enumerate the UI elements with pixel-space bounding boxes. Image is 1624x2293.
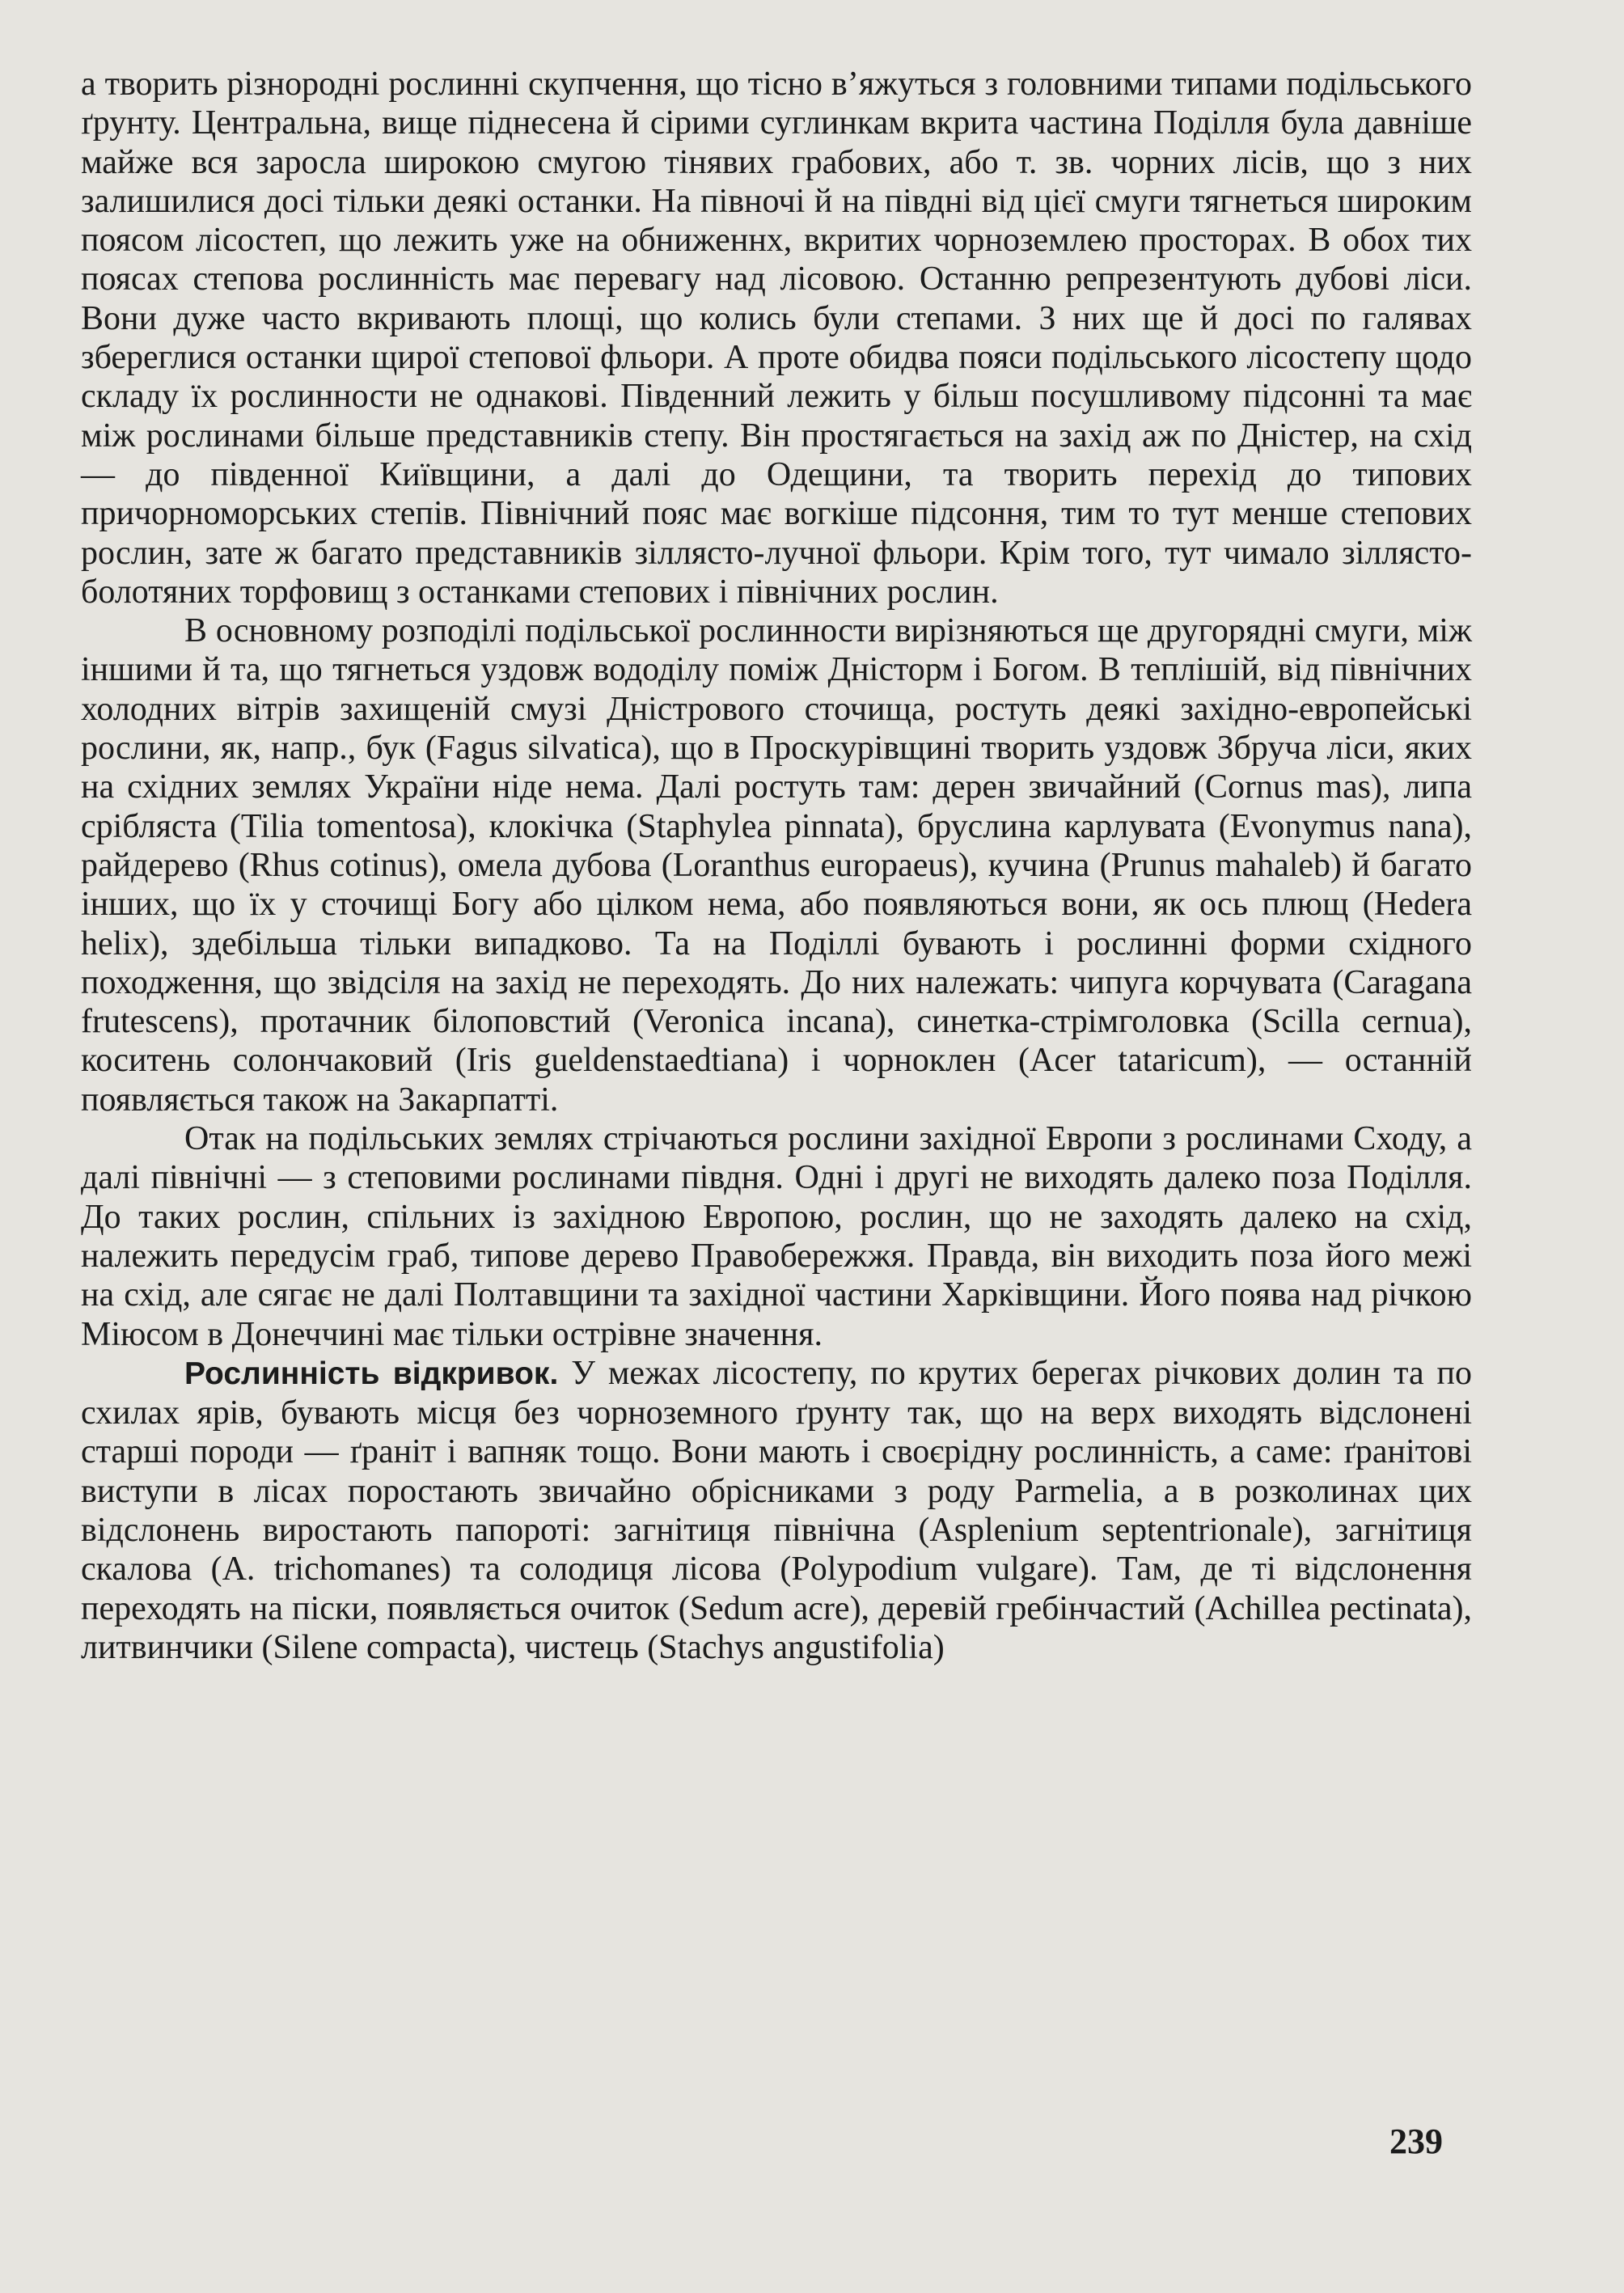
paragraph-4-text: У межах лісостепу, по крутих берегах річкових долин та по схилах ярів, бувають місця без чорноземного ґрунту так, що на верх виходять відслонені старші породи — ґраніт і вапняк тощо. Вони мають і своєрідну рослинність, а саме: ґранітові виступи в лісах поростають звичайно обрісниками з роду Parmelia, а в розколинах цих відслонень виростають папороті: загнітиця північна (Asplenium septentrionale), загнітиця скалова (A. trichomanes) та солодиця лісова (Polypodium vulgare). Там, де ті відслонення переходять на піски, появляється очиток (Sedum acre), деревій гребінчастий (Achillea pectinata), литвинчики (Silene compacta), чистець (Stachys angustifolia) — [81, 1354, 1472, 1666]
paragraph-1: а творить різнородні рослинні скупчення, що тісно в’яжуться з головними типами подільського ґрунту. Центральна, вище піднесена й сірими суглинкам вкрита частина Поділля була давніше майже вся заросла широкою смугою тінявих грабових, або т. зв. чорних лісів, що з них залишилися досі тільки деякі останки. На півночі й на півдні від цієї смуги тягнеться широким поясом лісостеп, що лежить уже на обниженнх, вкритих чорноземлею просторах. В обох тих поясах степова рослинність має перевагу над лісовою. Останню репрезентують дубові ліси. Вони дуже часто вкривають площі, що колись були степами. З них ще й досі по галявах збереглися останки щирої степової фльори. А проте обидва пояси подільського лісостепу щодо складу їх рослинности не однакові. Південний лежить у більш посушливому підсонні та має між рослинами більше представників степу. Він простягається на захід аж по Дністер, на схід — до південної Київщини, а далі до Одещини, та творить перехід до типових причорноморських степів. Північний пояс має вогкіше підсоння, тим то тут менше степових рослин, зате ж багато представників зіллясто-лучної фльори. Крім того, тут чимало зіллясто-болотяних торфовищ з останками степових і північних рослин. — [81, 66, 1472, 611]
paragraph-4 — [81, 1354, 1472, 1667]
page-number: 239 — [1389, 2122, 1443, 2161]
section-heading: Рослинність відкривок. — [184, 1356, 559, 1391]
page-body — [81, 65, 1472, 2249]
paragraph-3: Отак на подільських землях стрічаються рослини західної Европи з рослинами Сходу, а далі північні — з степовими рослинами півдня. Одні і другі не виходять далеко поза Поділля. До таких рослин, спільних із західною Европою, рослин, що не заходять далеко на схід, належить передусім граб, типове дерево Правобережжя. Правда, він виходить поза його межі на схід, але сягає не далі Полтавщини та західної частини Харківщини. Його поява над річкою Міюсом в Донеччині має тільки острівне значення. — [81, 1120, 1472, 1353]
paragraph-2: В основному розподілі подільської рослинности вирізняються ще другорядні смуги, між іншими й та, що тягнеться уздовж вододілу поміж Дністорм і Богом. В теплішій, від північних холодних вітрів захищеній смузі Дністрового сточища, ростуть деякі західно-европейські рослини, як, напр., бук (Fagus silvatica), що в Проскурівщині творить уздовж Збруча ліси, яких на східних землях України ніде нема. Далі ростуть там: дерен звичайний (Cornus mas), липа срібляста (Tilia tomentosa), клокічка (Staphylea pinnata), бруслина карлувата (Evonymus nana), райдерево (Rhus cotinus), омела дубова (Loranthus europaeus), кучина (Prunus mahaleb) й багато інших, що їх у сточищі Богу або цілком нема, або появляються вони, як ось плющ (Hedera helix), здебільша тільки випадково. Та на Поділлі бувають і рослинні форми східного походження, що звідсіля на захід не переходять. До них належать: чипуга корчувата (Caragana frutescens), протачник білоповстий (Veronica incana), синетка-стрімголовка (Scilla cernua), коситень солончаковий (Iris gueldenstaedtiana) і чорноклен (Acer tataricum), — останній появляється також на Закарпатті. — [81, 612, 1472, 1119]
